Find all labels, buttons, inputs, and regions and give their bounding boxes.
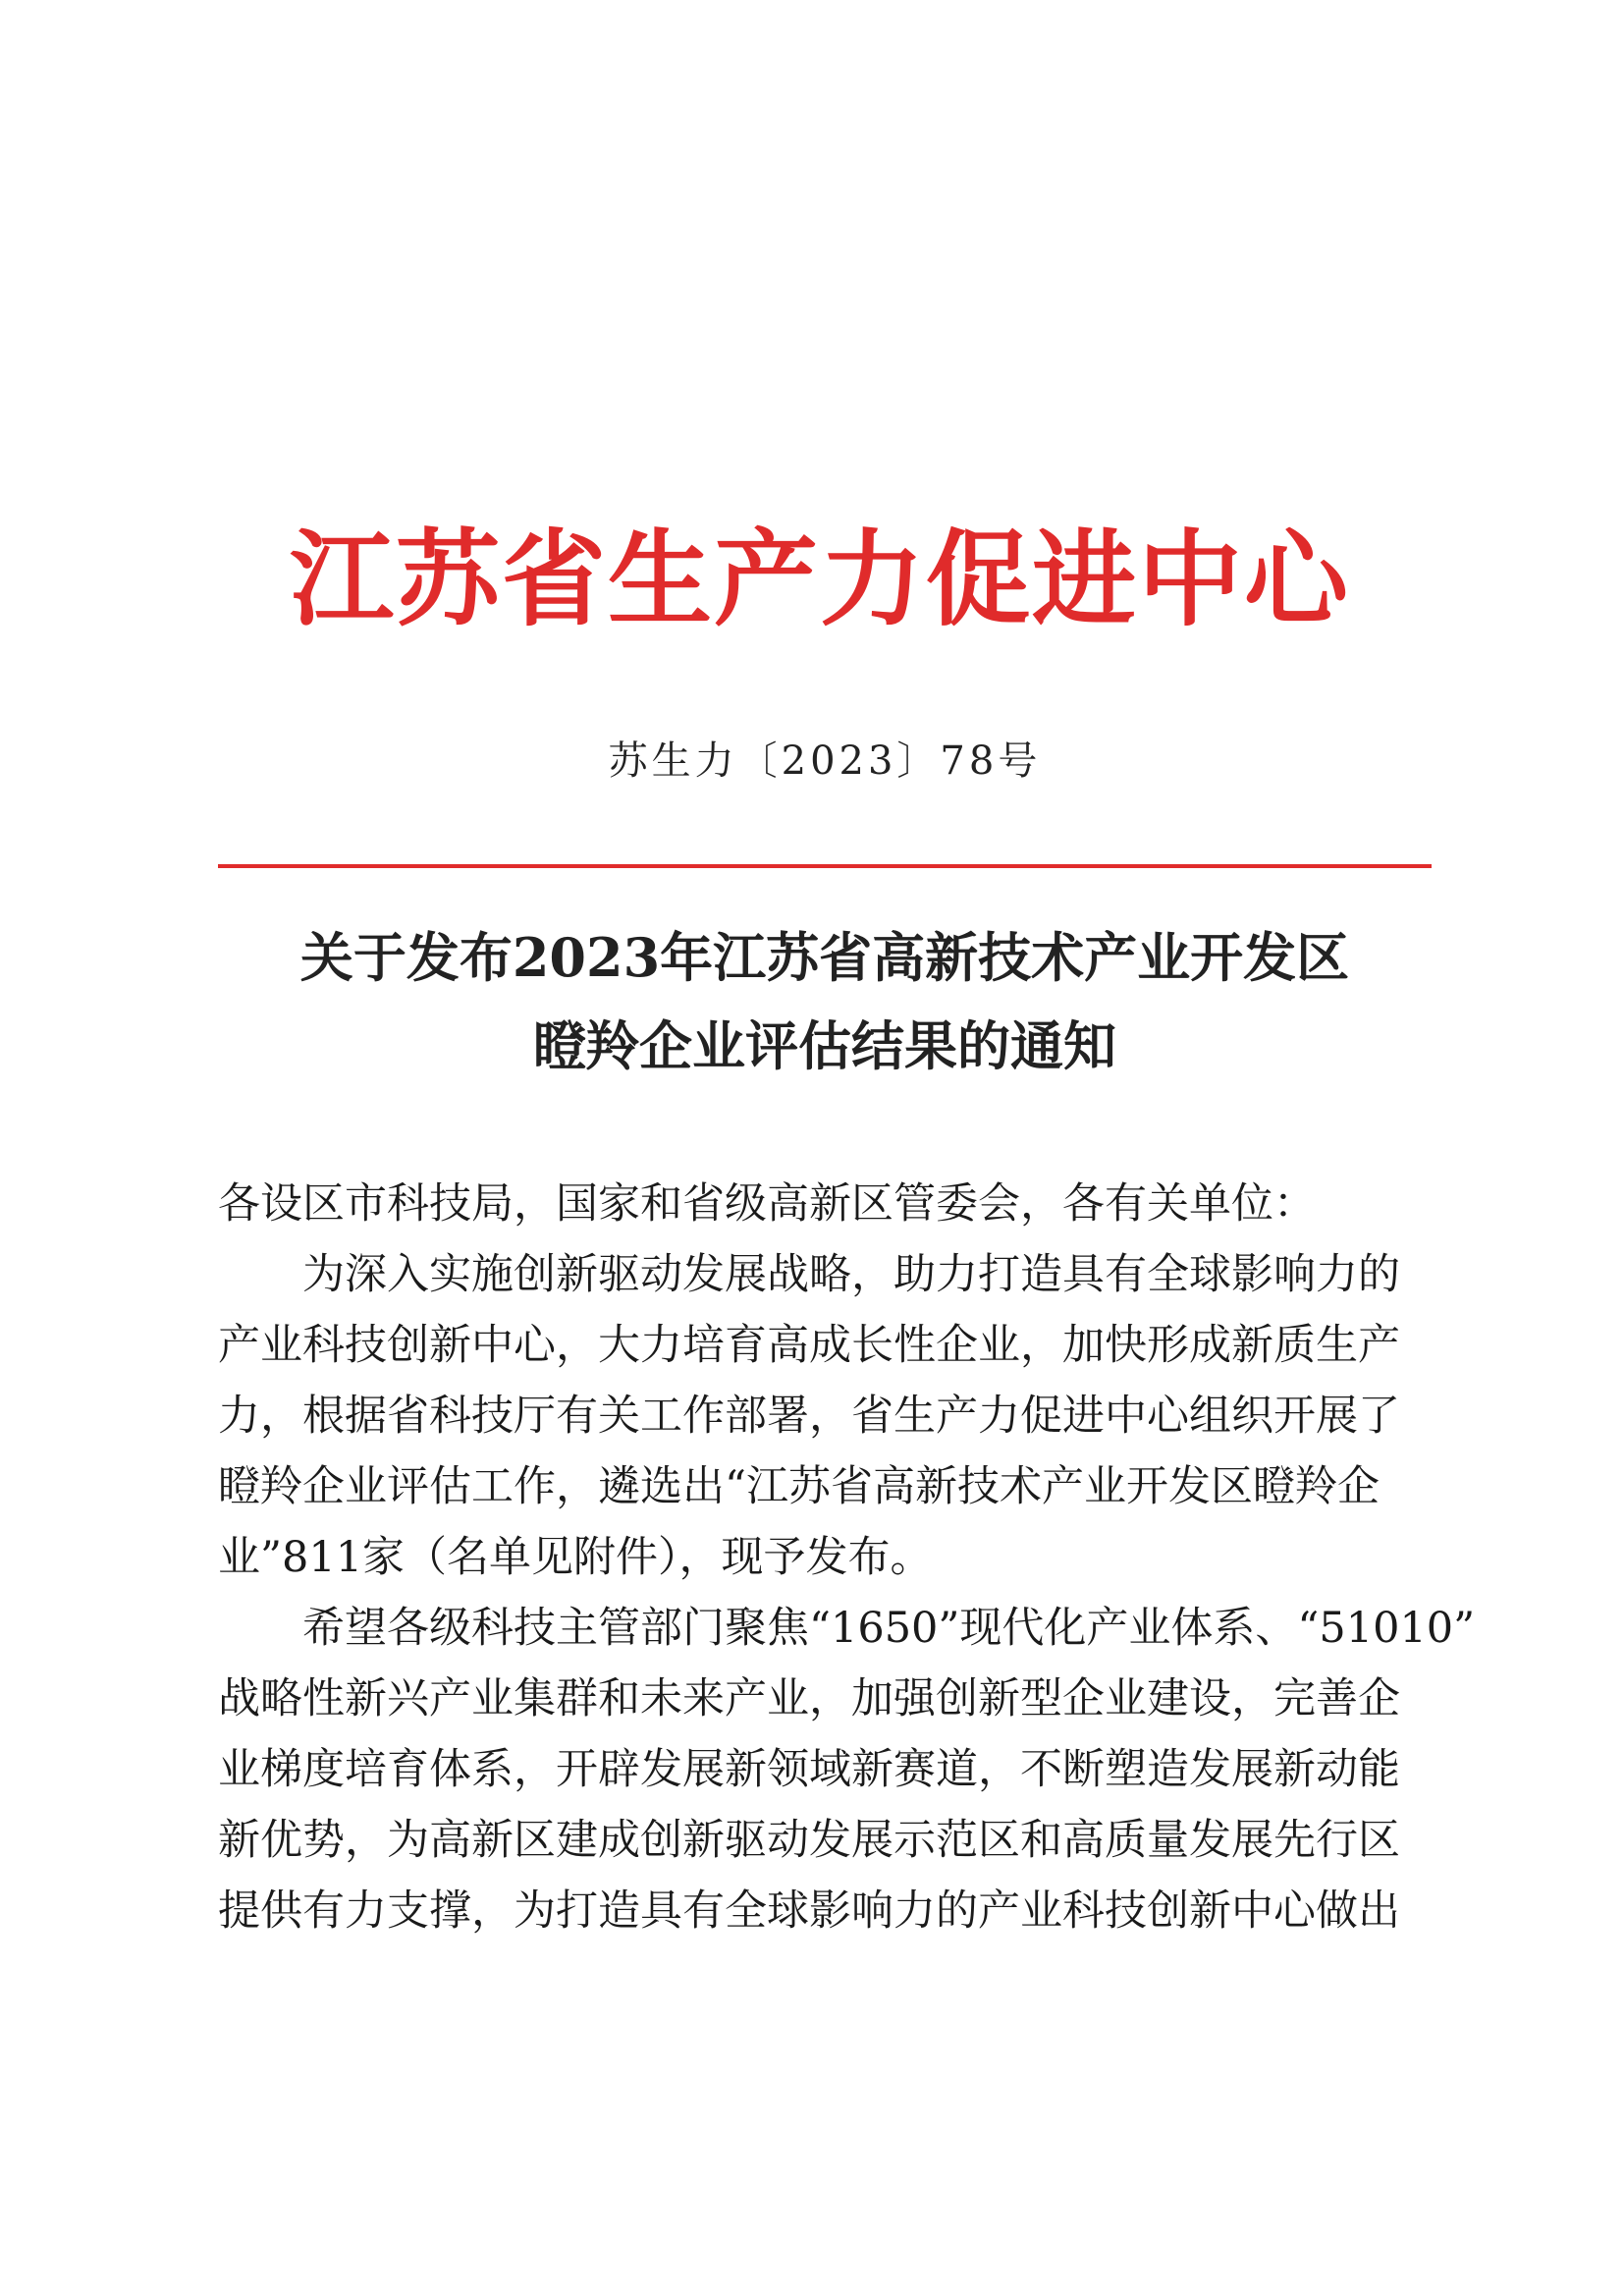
paragraph-1 (218, 1239, 1435, 1593)
title-line-1: 关于发布2023年江苏省高新技术产业开发区 (299, 926, 1350, 989)
paragraph-1-line: 为深入实施创新驱动发展战略，助力打造具有全球影响力的 (302, 1250, 1400, 1299)
paragraph-1-line: 业”811家（名单见附件），现予发布。 (218, 1533, 933, 1582)
salutation: 各设区市科技局，国家和省级高新区管委会，各有关单位： (218, 1179, 1316, 1229)
paragraph-2-line: 业梯度培育体系，开辟发展新领域新赛道，不断塑造发展新动能 (218, 1745, 1400, 1794)
paragraph-1-line: 力，根据省科技厅有关工作部署，省生产力促进中心组织开展了 (218, 1392, 1400, 1441)
document-number: 苏生力〔2023〕78号 (608, 738, 1042, 784)
paragraph-2-line: 战略性新兴产业集群和未来产业，加强创新型企业建设，完善企 (218, 1674, 1400, 1723)
red-divider-line (218, 864, 1432, 868)
paragraph-2-line: 新优势，为高新区建成创新驱动发展示范区和高质量发展先行区 (218, 1816, 1400, 1865)
paragraph-1-line: 产业科技创新中心，大力培育高成长性企业，加快形成新质生产 (218, 1321, 1400, 1370)
title-line-2: 瞪羚企业评估结果的通知 (533, 1014, 1116, 1077)
paragraph-2 (218, 1593, 1476, 1946)
document-title (218, 913, 1432, 1090)
paragraph-2-line: 提供有力支撑，为打造具有全球影响力的产业科技创新中心做出 (218, 1886, 1400, 1936)
paragraph-2-line: 希望各级科技主管部门聚焦“1650”现代化产业体系、“51010” (302, 1604, 1476, 1653)
paragraph-1-line: 瞪羚企业评估工作，遴选出“江苏省高新技术产业开发区瞪羚企 (218, 1462, 1380, 1511)
organization-header: 江苏省生产力促进中心 (290, 518, 1350, 640)
document-body (218, 1169, 1476, 1946)
